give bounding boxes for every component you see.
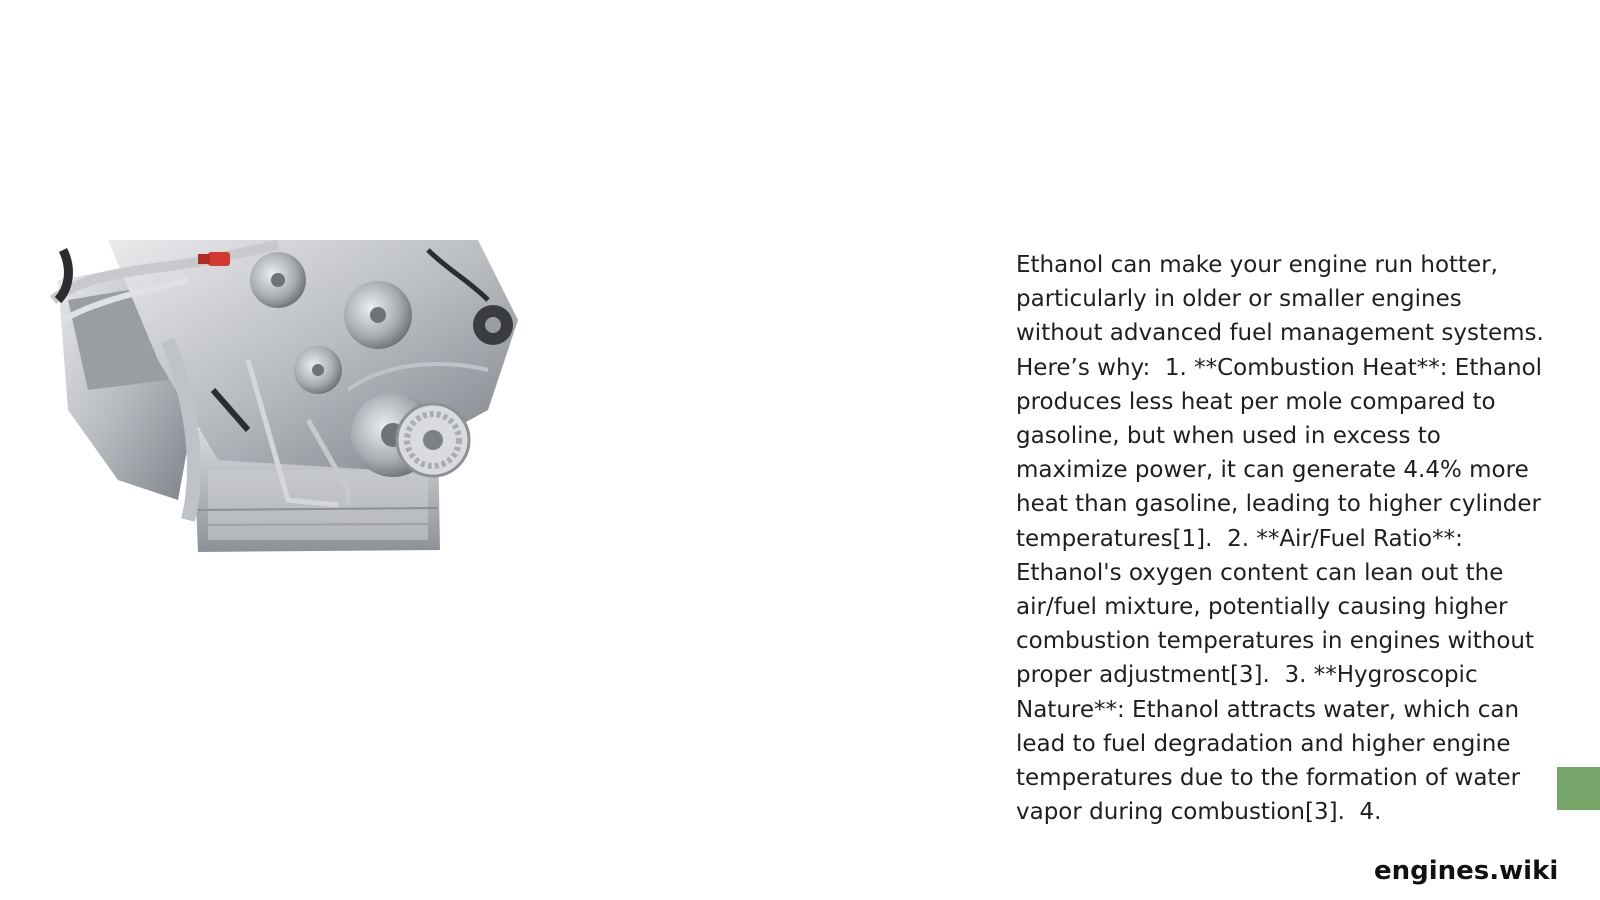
article-body-text: Ethanol can make your engine run hotter, particularly in older or smaller engines without advanced fuel management systems. Here’s why: 1. **Combustion Heat**: Ethanol produces less heat per mole compared to gasoline, but when used in excess to maximize power, it can generate 4.4% more heat than gasoline, leading to higher cylinder temperatures[1]. 2. **Air/Fuel Ratio**: Ethanol's oxygen content can lean out the air/fuel mixture, potentially causing higher combustion temperatures in engines without proper adjustment[3]. 3. **Hygroscopic Nature**: Ethanol attracts water, which can lead to fuel degradation and higher engine temperatures due to the formation of water vapor during combustion[3]. 4. bbox=[1016, 252, 1552, 826]
accent-block bbox=[1557, 767, 1600, 810]
site-name-watermark: engines.wiki bbox=[1374, 856, 1559, 886]
engine-image bbox=[48, 240, 524, 556]
